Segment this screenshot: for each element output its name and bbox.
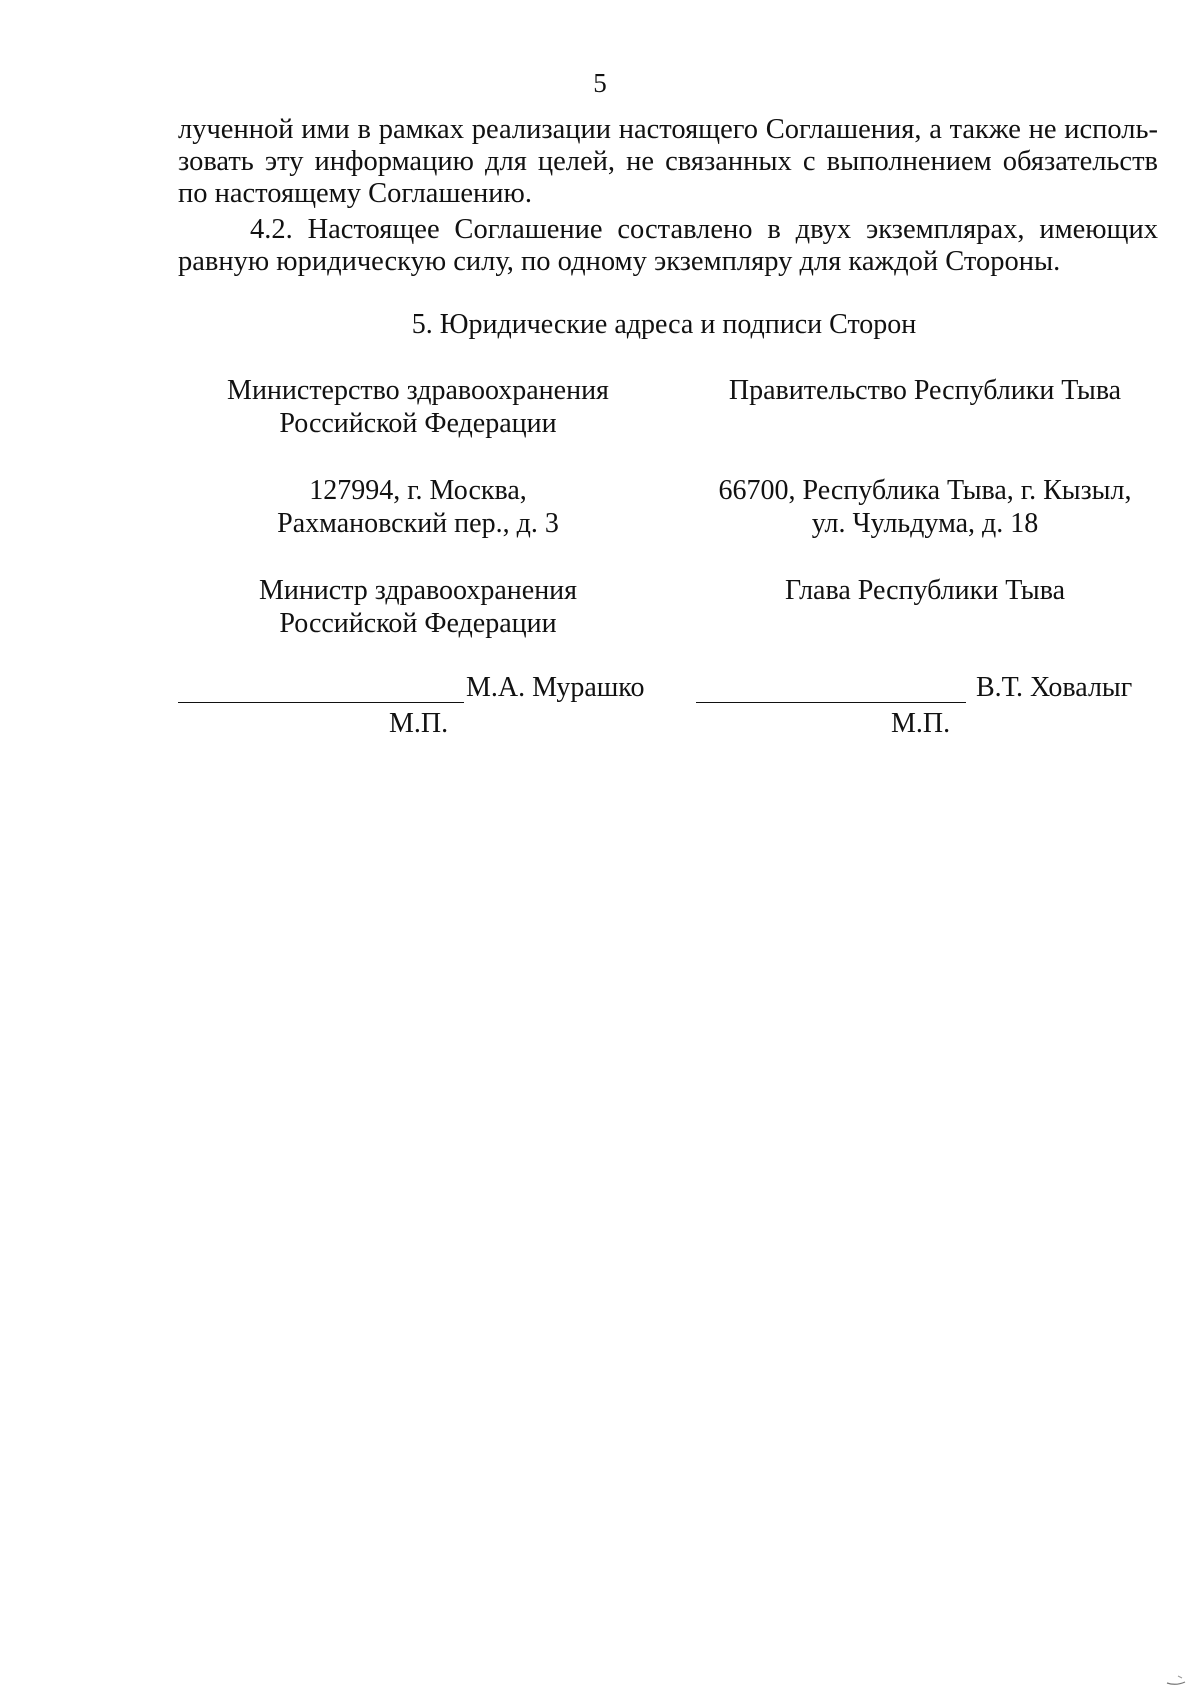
left-party-organization bbox=[178, 374, 658, 440]
left-signature-line bbox=[178, 702, 464, 703]
right-signature-line bbox=[696, 702, 966, 703]
position-line: Министр здравоохранения bbox=[258, 575, 578, 606]
org-line: Российской Федерации bbox=[279, 408, 557, 439]
left-party-address bbox=[178, 474, 658, 540]
clause-4-2-paragraph bbox=[178, 214, 1158, 278]
section-heading: 5. Юридические адреса и подписи Сторон bbox=[411, 309, 917, 340]
address-line: Рахмановский пер., д. 3 bbox=[277, 508, 559, 539]
right-stamp-mark: М.П. bbox=[891, 708, 951, 739]
org-line: Правительство Республики Тыва bbox=[728, 375, 1122, 406]
right-party-address bbox=[690, 474, 1160, 540]
page-number: 5 bbox=[593, 68, 607, 98]
paragraph-line: 4.2. Настоящее Соглашение составлено в двух экземплярах, имеющих bbox=[250, 214, 1158, 245]
scan-artifact-mark bbox=[1164, 1673, 1188, 1687]
right-signatory-name: В.Т. Ховалыг bbox=[976, 672, 1133, 703]
right-party-organization bbox=[690, 374, 1160, 407]
position-line: Глава Республики Тыва bbox=[784, 575, 1066, 606]
paragraph-line: равную юридическую силу, по одному экземпляру для каждой Стороны. bbox=[178, 246, 1061, 277]
org-line: Министерство здравоохранения bbox=[227, 375, 609, 406]
paragraph-line: по настоящему Соглашению. bbox=[178, 178, 532, 209]
paragraph-line: зовать эту информацию для целей, не связанных с выполнением обязательств bbox=[178, 146, 1158, 177]
right-party-position bbox=[690, 574, 1160, 607]
position-line: Российской Федерации bbox=[279, 608, 557, 639]
address-line: 66700, Республика Тыва, г. Кызыл, bbox=[718, 475, 1132, 506]
address-line: ул. Чульдума, д. 18 bbox=[811, 508, 1039, 539]
address-line: 127994, г. Москва, bbox=[309, 475, 527, 506]
left-stamp-mark: М.П. bbox=[389, 708, 449, 739]
left-signatory-name: М.А. Мурашко bbox=[466, 672, 645, 703]
left-party-position bbox=[178, 574, 658, 640]
continuation-paragraph bbox=[178, 114, 1158, 210]
paragraph-line: лученной ими в рамках реализации настоящего Соглашения, а также не исполь- bbox=[178, 114, 1158, 145]
